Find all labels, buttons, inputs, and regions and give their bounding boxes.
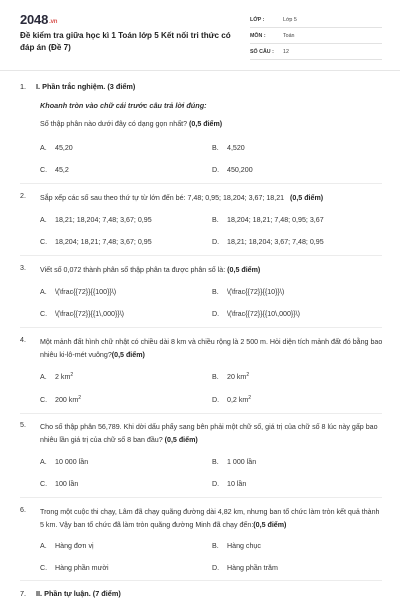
question-3-number: 3. (20, 264, 26, 272)
q5-option-c[interactable] (40, 480, 78, 488)
site-logo[interactable] (20, 12, 57, 27)
question-text: Trong một cuộc thi chạy, Lâm đã chạy quãng đường dài 4,82 km, nhưng ban tổ chức làm tròn kết quả thành 5 km. Vậy ban tổ chức đã làm tròn quãng đường Minh đã chạy đến: (40, 508, 380, 529)
option-text: 2 km (55, 373, 71, 381)
option-letter: C. (40, 166, 48, 174)
q1-option-a[interactable] (40, 144, 73, 152)
option-superscript: 2 (248, 395, 252, 401)
q6-option-c[interactable] (40, 564, 109, 572)
option-letter: D. (212, 310, 220, 318)
question-divider (20, 580, 382, 581)
q2-option-c[interactable] (40, 238, 152, 246)
q4-option-b[interactable] (212, 373, 249, 381)
option-text: 10 000 lần (55, 458, 89, 466)
option-text: 100 lần (55, 480, 79, 488)
question-points: (0,5 điểm) (164, 436, 198, 444)
section-2-heading (20, 589, 121, 598)
question-2-number: 2. (20, 192, 26, 200)
question-text: Một mảnh đất hình chữ nhật có chiều dài 8 km và chiều rộng là 2 500 m. Hỏi diện tích mảnh đất đó bằng bao nhiêu ki-lô-mét vuông? (40, 338, 383, 359)
option-text: 20 km (227, 373, 247, 381)
question-2-text (40, 192, 385, 205)
option-letter: D. (212, 480, 220, 488)
option-text: 18,21; 18,204; 7,48; 3,67; 0,95 (55, 216, 152, 224)
question-6-number: 6. (20, 506, 26, 514)
info-key: MÔN : (250, 32, 266, 39)
question-6-text (40, 506, 385, 532)
q5-option-b[interactable] (212, 458, 256, 466)
header-divider (0, 70, 400, 71)
option-letter: A. (40, 216, 47, 224)
section-number: 1. (20, 82, 27, 91)
option-text: 450,200 (227, 166, 253, 174)
option-letter: A. (40, 373, 47, 381)
q2-option-a[interactable] (40, 216, 152, 224)
question-5-number: 5. (20, 421, 26, 429)
option-letter: D. (212, 166, 220, 174)
option-text: 0,2 km (227, 396, 249, 404)
q3-option-a[interactable] (40, 288, 116, 296)
option-text: Hàng phần mười (55, 564, 109, 572)
question-5-text (40, 421, 385, 447)
option-letter: A. (40, 144, 47, 152)
question-points: (0,5 điểm) (290, 194, 324, 202)
question-1-text (40, 118, 385, 131)
option-letter: A. (40, 458, 47, 466)
info-row-subject (250, 28, 382, 44)
option-letter: C. (40, 480, 48, 488)
option-letter: B. (212, 144, 219, 152)
q3-option-d[interactable] (212, 310, 300, 318)
option-text: \(\frac{{72}}{{10}}\) (227, 288, 285, 296)
q4-option-c[interactable] (40, 396, 81, 404)
option-letter: A. (40, 288, 47, 296)
info-row-class (250, 12, 382, 28)
option-letter: D. (212, 238, 220, 246)
section-title: I. Phần trắc nghiệm. (36, 82, 106, 91)
question-points: (0,5 điểm) (227, 266, 261, 274)
option-text: 45,2 (55, 166, 69, 174)
q6-option-b[interactable] (212, 542, 261, 550)
q6-option-d[interactable] (212, 564, 278, 572)
option-text: 4,520 (227, 144, 245, 152)
option-superscript: 2 (246, 372, 250, 378)
exam-info-box (250, 12, 382, 60)
question-divider (20, 327, 382, 328)
option-letter: A. (40, 542, 47, 550)
q2-option-d[interactable] (212, 238, 324, 246)
q2-option-b[interactable] (212, 216, 324, 224)
question-text: Sắp xếp các số sau theo thứ tự từ lớn đến bé: 7,48; 0,95; 18,204; 3,67; 18,21 (40, 194, 285, 202)
info-value: Toán (283, 32, 295, 39)
option-text: 10 lần (227, 480, 247, 488)
q5-option-d[interactable] (212, 480, 246, 488)
option-letter: B. (212, 458, 219, 466)
option-letter: C. (40, 310, 48, 318)
option-text: Hàng đơn vị (55, 542, 94, 550)
q1-option-b[interactable] (212, 144, 245, 152)
q1-option-c[interactable] (40, 166, 69, 174)
option-letter: B. (212, 288, 219, 296)
option-text: Hàng chục (227, 542, 261, 550)
info-value: Lớp 5 (283, 16, 297, 23)
section-1-heading (20, 82, 135, 91)
option-letter: D. (212, 564, 220, 572)
option-text: \(\frac{{72}}{{10\,000}}\) (227, 310, 300, 318)
question-points: (0,5 điểm) (189, 120, 223, 128)
option-letter: B. (212, 373, 219, 381)
option-text: 45,20 (55, 144, 73, 152)
option-superscript: 2 (70, 372, 74, 378)
logo-main-text: 2048 (20, 12, 49, 27)
logo-sub-text: .vn (49, 19, 58, 25)
q4-option-a[interactable] (40, 373, 73, 381)
question-divider (20, 413, 382, 414)
section-number: 7. (20, 589, 27, 598)
option-text: 18,21; 18,204; 3,67; 7,48; 0,95 (227, 238, 324, 246)
question-text: Cho số thập phân 56,789. Khi dời dấu phẩy sang bên phải một chữ số, giá trị của chữ số 8 lúc này gấp bao nhiêu lần giá trị của chữ số 8 ban đầu? (40, 423, 378, 444)
option-letter: B. (212, 542, 219, 550)
option-text: Hàng phần trăm (227, 564, 278, 572)
q6-option-a[interactable] (40, 542, 94, 550)
option-text: 200 km (55, 396, 79, 404)
option-letter: C. (40, 238, 48, 246)
section-points: (7 điểm) (92, 589, 121, 598)
q4-option-d[interactable] (212, 396, 251, 404)
question-divider (20, 255, 382, 256)
option-letter: B. (212, 216, 219, 224)
section-title: II. Phần tự luận. (36, 589, 91, 598)
question-3-text (40, 264, 385, 277)
question-divider (20, 497, 382, 498)
q3-option-b[interactable] (212, 288, 284, 296)
option-text: 1 000 lần (227, 458, 257, 466)
option-text: \(\frac{{72}}{{1\,000}}\) (55, 310, 125, 318)
section-points: (3 điểm) (107, 82, 136, 91)
question-points: (0,5 điểm) (253, 521, 287, 529)
info-key: LỚP : (250, 16, 265, 23)
section-instruction: Khoanh tròn vào chữ cái trước câu trả lời đúng: (40, 101, 207, 110)
info-key: SỐ CÂU : (250, 48, 274, 55)
page-title: Đề kiểm tra giữa học kì 1 Toán lớp 5 Kết nối tri thức có đáp án (Đề 7) (20, 31, 231, 52)
page-header (0, 0, 400, 70)
question-text: Số thập phân nào dưới đây có dạng gọn nhất? (40, 120, 188, 128)
question-divider (20, 183, 382, 184)
q5-option-a[interactable] (40, 458, 88, 466)
option-text: 18,204; 18,21; 7,48; 3,67; 0,95 (55, 238, 152, 246)
option-letter: D. (212, 396, 220, 404)
question-points: (0,5 điểm) (111, 351, 145, 359)
option-text: \(\frac{{72}}{{100}}\) (55, 288, 117, 296)
option-text: 18,204; 18,21; 7,48; 0,95; 3,67 (227, 216, 324, 224)
info-row-question-count (250, 44, 382, 60)
q3-option-c[interactable] (40, 310, 124, 318)
q1-option-d[interactable] (212, 166, 253, 174)
option-superscript: 2 (78, 395, 82, 401)
question-text: Viết số 0,072 thành phân số thập phân ta được phân số là: (40, 266, 226, 274)
info-value: 12 (283, 48, 289, 55)
question-4-text (40, 336, 385, 362)
option-letter: C. (40, 564, 48, 572)
option-letter: C. (40, 396, 48, 404)
question-4-number: 4. (20, 336, 26, 344)
